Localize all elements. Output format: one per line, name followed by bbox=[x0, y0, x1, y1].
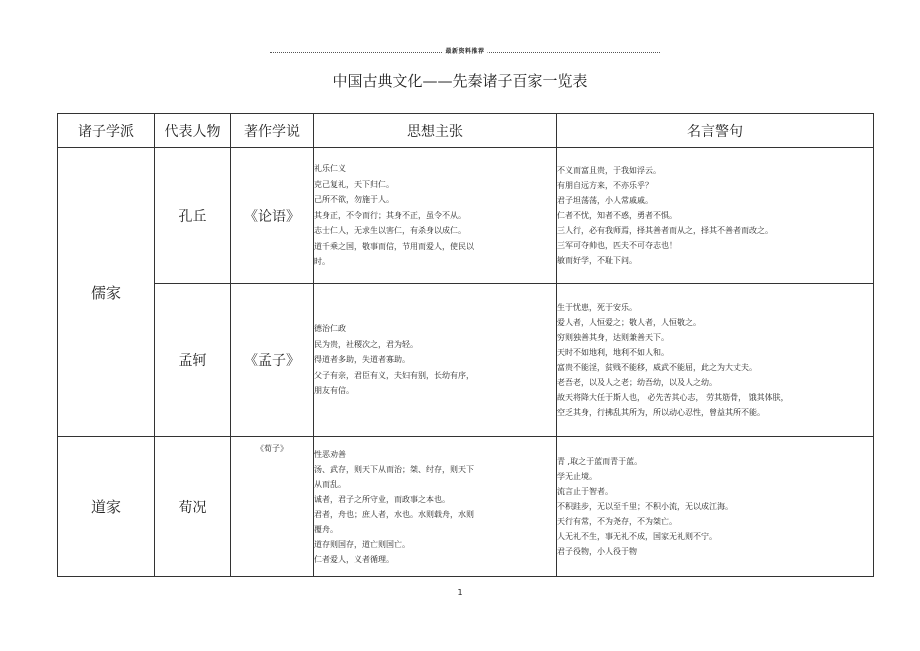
table-row bbox=[58, 437, 874, 577]
work-title: 《论语》 bbox=[231, 148, 314, 284]
idea-line: 道千乘之国，敬事而信，节用而爱人，使民以 bbox=[314, 241, 474, 251]
quote-line: 故天将降大任于斯人也， 必先苦其心志， 劳其筋骨， 饿其体肤， bbox=[557, 393, 789, 402]
table-row bbox=[58, 148, 874, 284]
idea-line: 德治仁政 bbox=[314, 324, 346, 334]
quote-line: 天行有常，不为尧存，不为桀亡。 bbox=[557, 517, 677, 526]
column-header-work: 著作学说 bbox=[231, 114, 314, 148]
idea-line: 其身正，不令而行；其身不正，虽令不从。 bbox=[314, 210, 466, 220]
idea-line: 时。 bbox=[314, 257, 330, 267]
person-name: 孔丘 bbox=[155, 148, 231, 284]
quote-line: 三军可夺帅也，匹夫不可夺志也！ bbox=[557, 241, 677, 250]
ideas-cell bbox=[314, 284, 557, 437]
quote-line: 生于忧患，死于安乐。 bbox=[557, 303, 637, 312]
column-header-person: 代表人物 bbox=[155, 114, 231, 148]
idea-line: 性恶劝善 bbox=[314, 449, 346, 459]
quote-line: 爱人者，人恒爱之；敬人者，人恒敬之。 bbox=[557, 318, 701, 327]
quote-line: 学无止境。 bbox=[557, 472, 597, 481]
idea-line: 礼乐仁义 bbox=[314, 163, 346, 173]
quote-line: 不义而富且贵，于我如浮云。 bbox=[557, 166, 661, 175]
quote-line: 人无礼不生，事无礼不成，国家无礼则不宁。 bbox=[557, 532, 717, 541]
idea-line: 朋友有信。 bbox=[314, 386, 354, 396]
ideas-cell bbox=[314, 148, 557, 284]
work-title: 《孟子》 bbox=[231, 284, 314, 437]
quote-line: 仁者不忧，知者不惑，勇者不惧。 bbox=[557, 211, 677, 220]
column-header-school: 诸子学派 bbox=[58, 114, 155, 148]
idea-line: 道存则国存，道亡则国亡。 bbox=[314, 539, 410, 549]
document-title: 中国古典文化——先秦诸子百家一览表 bbox=[332, 72, 588, 90]
page-header-note bbox=[270, 47, 660, 59]
quote-line: 富贵不能淫，贫贱不能移，威武不能屈，此之为大丈夫。 bbox=[557, 363, 757, 372]
quote-line: 敏而好学，不耻下问。 bbox=[557, 256, 637, 265]
idea-line: 仁者爱人，义者循理。 bbox=[314, 554, 394, 564]
quotes-cell bbox=[557, 437, 874, 577]
idea-line: 覆舟。 bbox=[314, 524, 338, 534]
idea-line: 民为贵，社稷次之，君为轻。 bbox=[314, 339, 418, 349]
quote-line: 不积跬步，无以至千里；不积小流，无以成江海。 bbox=[557, 502, 733, 511]
ideas-cell bbox=[314, 437, 557, 577]
school-cell: 道家 bbox=[58, 437, 155, 577]
header-note-text: 最新资料推荐 bbox=[442, 46, 487, 58]
idea-line: 己所不欲，勿施于人。 bbox=[314, 195, 394, 205]
quote-line: 天时不如地利，地利不如人和。 bbox=[557, 348, 669, 357]
idea-line: 诚者，君子之所守业，而政事之本也。 bbox=[314, 494, 450, 504]
quote-line: 老吾老，以及人之老；幼吾幼，以及人之幼。 bbox=[557, 378, 717, 387]
quotes-cell bbox=[557, 148, 874, 284]
work-title: 《荀子》 bbox=[231, 437, 314, 577]
column-header-ideas: 思想主张 bbox=[314, 114, 557, 148]
idea-line: 志士仁人，无求生以害仁，有杀身以成仁。 bbox=[314, 226, 466, 236]
idea-line: 从而乱。 bbox=[314, 479, 346, 489]
schools-table bbox=[57, 113, 874, 577]
idea-line: 汤、武存，则天下从而治；桀、纣存，则天下 bbox=[314, 464, 474, 474]
table-row bbox=[58, 284, 874, 437]
idea-line: 克己复礼，天下归仁。 bbox=[314, 179, 394, 189]
page-number: 1 bbox=[457, 588, 463, 597]
idea-line: 君者，舟也；庶人者，水也。水则载舟，水则 bbox=[314, 509, 474, 519]
quote-line: 君子坦荡荡，小人常戚戚。 bbox=[557, 196, 653, 205]
quote-line: 空乏其身，行拂乱其所为，所以动心忍性，曾益其所不能。 bbox=[557, 408, 765, 417]
quote-line: 流言止于智者。 bbox=[557, 487, 613, 496]
person-name: 荀况 bbox=[155, 437, 231, 577]
quote-line: 三人行，必有我师焉，择其善者而从之，择其不善者而改之。 bbox=[557, 226, 773, 235]
idea-line: 父子有亲，君臣有义，夫妇有别，长幼有序， bbox=[314, 370, 474, 380]
quotes-cell bbox=[557, 284, 874, 437]
quote-line: 有朋自远方来，不亦乐乎？ bbox=[557, 181, 653, 190]
quote-line: 穷则独善其身，达则兼善天下。 bbox=[557, 333, 669, 342]
school-cell: 儒家 bbox=[58, 148, 155, 437]
quote-line: 君子役物，小人役于物 bbox=[557, 547, 637, 556]
idea-line: 得道者多助，失道者寡助。 bbox=[314, 355, 410, 365]
column-header-quotes: 名言警句 bbox=[557, 114, 874, 148]
quote-line: 青 ,取之于蓝而青于蓝。 bbox=[557, 457, 643, 466]
table-header-row bbox=[58, 114, 874, 148]
person-name: 孟轲 bbox=[155, 284, 231, 437]
